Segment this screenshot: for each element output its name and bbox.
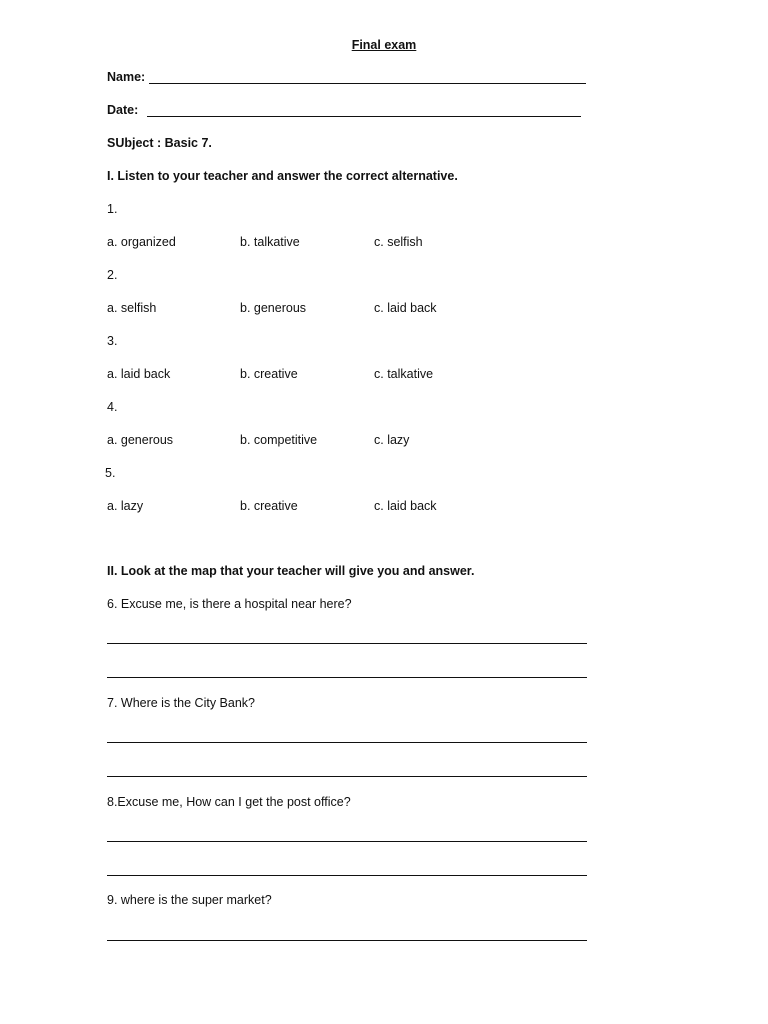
choice-c[interactable]: c. lazy	[374, 433, 410, 447]
section1-heading: I. Listen to your teacher and answer the correct alternative.	[107, 169, 458, 183]
question-text: 6. Excuse me, is there a hospital near here?	[107, 597, 352, 611]
choice-row	[107, 367, 587, 383]
answer-line[interactable]	[107, 677, 587, 678]
question-number: 5.	[105, 466, 116, 480]
answer-line[interactable]	[107, 841, 587, 842]
choice-c[interactable]: c. laid back	[374, 301, 437, 315]
choice-c[interactable]: c. talkative	[374, 367, 434, 381]
date-label: Date:	[107, 103, 139, 117]
choice-a[interactable]: a. generous	[107, 433, 174, 447]
answer-line[interactable]	[107, 940, 587, 941]
name-label: Name:	[107, 70, 146, 84]
choice-a[interactable]: a. organized	[107, 235, 176, 249]
section2-heading: II. Look at the map that your teacher will give you and answer.	[107, 564, 475, 578]
choice-row	[107, 433, 587, 449]
answer-line[interactable]	[107, 742, 587, 743]
choice-row	[107, 235, 587, 251]
name-field[interactable]	[149, 71, 586, 84]
choice-b[interactable]: b. competitive	[240, 433, 318, 447]
answer-line[interactable]	[107, 643, 587, 644]
question-text: 8.Excuse me, How can I get the post office?	[107, 795, 351, 809]
exam-title: Final exam	[351, 38, 417, 52]
choice-a[interactable]: a. laid back	[107, 367, 171, 381]
name-field-row	[107, 70, 586, 84]
question-text: 9. where is the super market?	[107, 893, 272, 907]
choice-a[interactable]: a. selfish	[107, 301, 157, 315]
choice-row	[107, 499, 587, 515]
choice-c[interactable]: c. selfish	[374, 235, 423, 249]
answer-line[interactable]	[107, 776, 587, 777]
choice-row	[107, 301, 587, 317]
question-number: 1.	[107, 202, 118, 216]
question-number: 4.	[107, 400, 118, 414]
date-field-row	[107, 103, 581, 117]
question-number: 2.	[107, 268, 118, 282]
question-text: 7. Where is the City Bank?	[107, 696, 255, 710]
question-number: 3.	[107, 334, 118, 348]
choice-a[interactable]: a. lazy	[107, 499, 144, 513]
choice-c[interactable]: c. laid back	[374, 499, 437, 513]
answer-line[interactable]	[107, 875, 587, 876]
subject-line: SUbject : Basic 7.	[107, 136, 212, 150]
date-field[interactable]	[147, 104, 581, 117]
choice-b[interactable]: b. creative	[240, 367, 298, 381]
choice-b[interactable]: b. generous	[240, 301, 307, 315]
choice-b[interactable]: b. creative	[240, 499, 298, 513]
choice-b[interactable]: b. talkative	[240, 235, 300, 249]
